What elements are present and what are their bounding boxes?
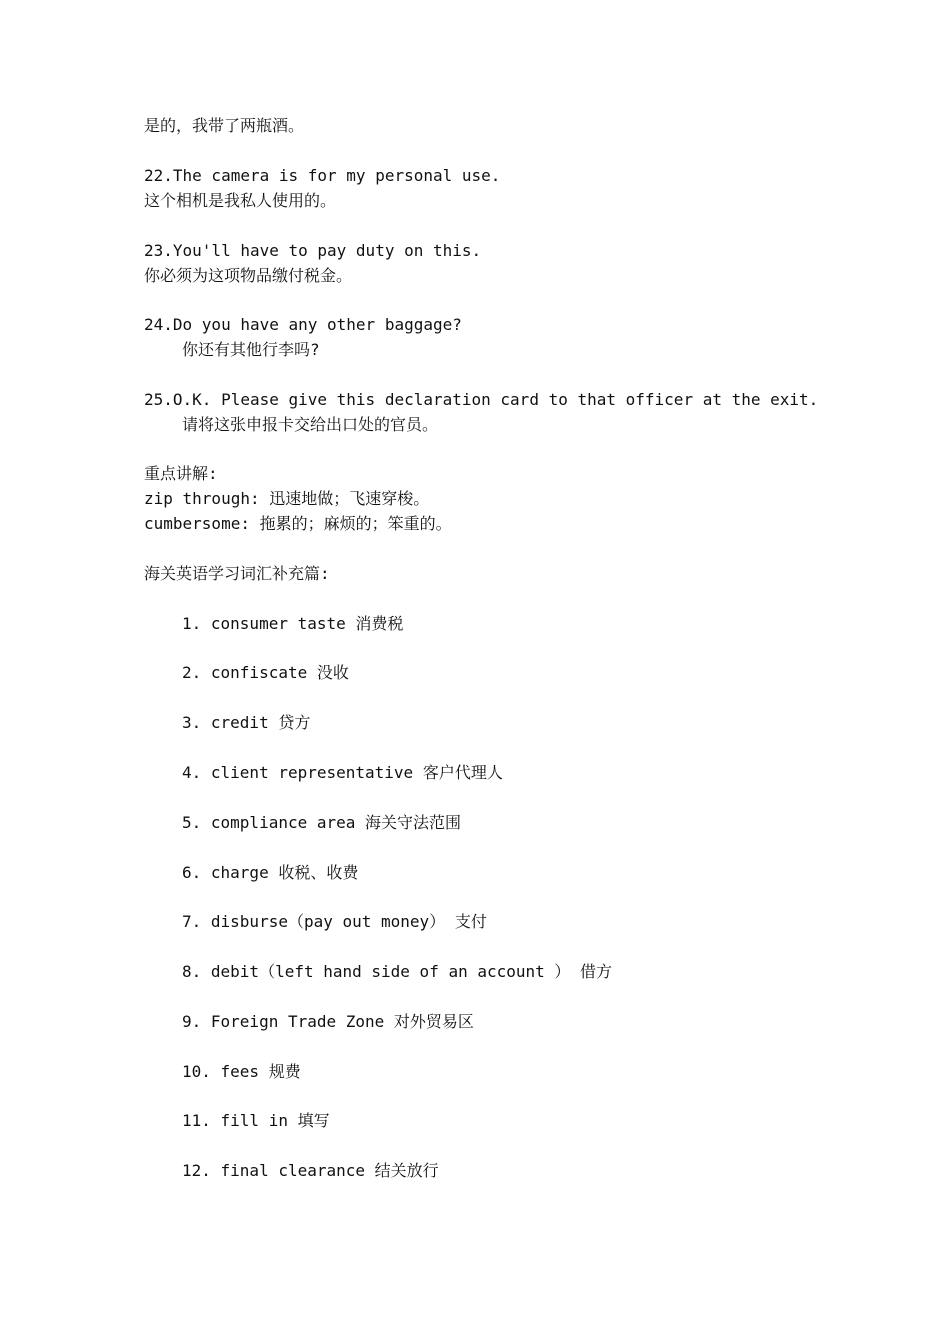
vocab-item: 12. final clearance 结关放行	[182, 1161, 439, 1180]
dialogue-item-24-translation: 你还有其他行李吗?	[182, 340, 320, 359]
dialogue-item-22-translation: 这个相机是我私人使用的。	[144, 191, 337, 210]
vocab-item: 6. charge 收税、收费	[182, 863, 359, 882]
dialogue-item-25-translation: 请将这张申报卡交给出口处的官员。	[182, 415, 439, 434]
dialogue-line-21-translation: 是的，我带了两瓶酒。	[144, 116, 305, 135]
vocab-item: 10. fees 规费	[182, 1062, 301, 1081]
vocab-item: 7. disburse（pay out money） 支付	[182, 912, 487, 931]
vocab-item: 2. confiscate 没收	[182, 663, 349, 682]
vocab-item: 4. client representative 客户代理人	[182, 763, 503, 782]
dialogue-item-23-translation: 你必须为这项物品缴付税金。	[144, 266, 353, 285]
vocab-item: 3. credit 贷方	[182, 713, 311, 732]
dialogue-item-23: 23.You'll have to pay duty on this.	[144, 241, 482, 260]
note-cumbersome: cumbersome: 拖累的；麻烦的；笨重的。	[144, 514, 452, 533]
vocabulary-heading: 海关英语学习词汇补充篇:	[144, 564, 330, 583]
vocab-item: 9. Foreign Trade Zone 对外贸易区	[182, 1012, 474, 1031]
note-zip-through: zip through: 迅速地做；飞速穿梭。	[144, 489, 430, 508]
vocab-item: 11. fill in 填写	[182, 1111, 330, 1130]
vocab-item: 5. compliance area 海关守法范围	[182, 813, 462, 832]
vocab-item: 1. consumer taste 消费税	[182, 614, 404, 633]
vocab-item: 8. debit（left hand side of an account ） 借方	[182, 962, 613, 981]
notes-heading: 重点讲解:	[144, 464, 218, 483]
dialogue-item-22: 22.The camera is for my personal use.	[144, 166, 501, 185]
dialogue-item-24: 24.Do you have any other baggage?	[144, 315, 462, 334]
dialogue-item-25: 25.O.K. Please give this declaration card to that officer at the exit.	[144, 390, 819, 409]
